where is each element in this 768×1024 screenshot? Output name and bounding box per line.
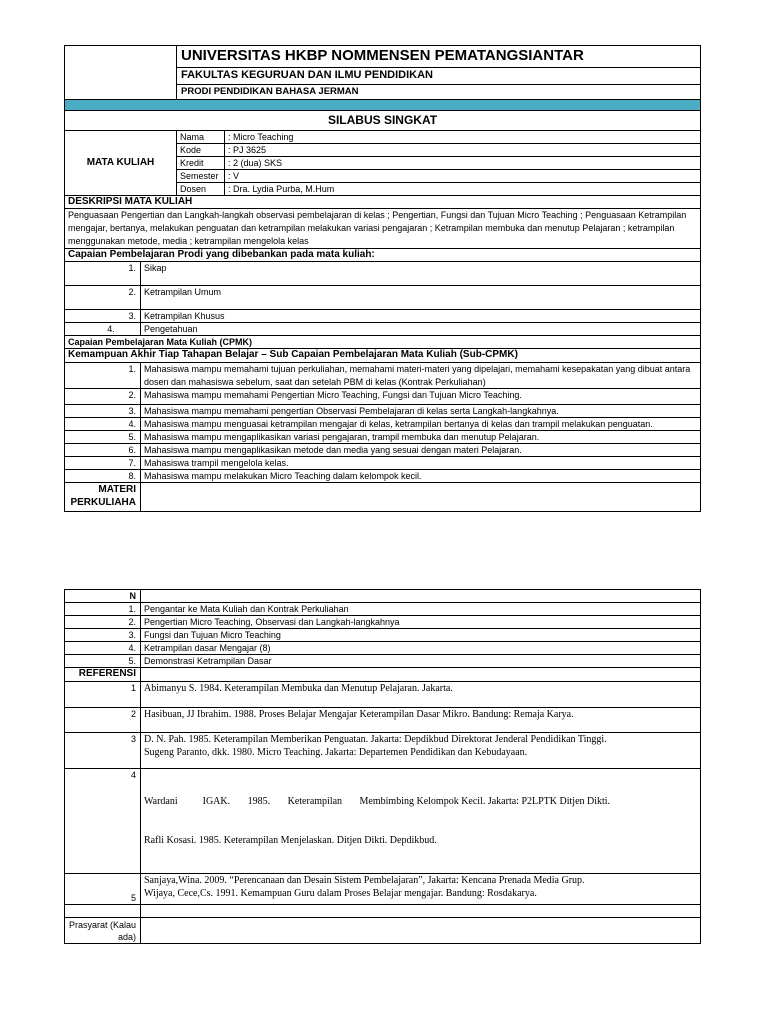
list-number: 4. (65, 323, 141, 336)
list-item: Mahasiswa mampu mengaplikasikan metode dan media yang sesuai dengan materi Pelajaran. (141, 444, 701, 457)
reference-item (141, 874, 701, 905)
reference-line: Sugeng Paranto, dkk. 1980. Micro Teaching. Jakarta: Departemen Pendidikan dan Kebudayaan. (144, 747, 528, 758)
list-number: 5. (65, 655, 141, 668)
list-number: 2. (65, 286, 141, 310)
list-number: 3. (65, 310, 141, 323)
list-item: Mahasiswa mampu melakukan Micro Teaching dalam kelompok kecil. (141, 470, 701, 483)
reference-line: Wijaya, Cece,Cs. 1991. Kemampuan Guru dalam Proses Belajar mengajar. Bandung: Rosdakarya. (144, 888, 537, 899)
reference-line: Hasibuan, JJ Ibrahim. 1988. Proses Belajar Mengajar Keterampilan Dasar Mikro. Bandung: Remaja Karya. (144, 709, 574, 720)
list-number: 3. (65, 629, 141, 642)
list-number: 7. (65, 457, 141, 470)
list-item: Ketrampilan dasar Mengajar (8) (141, 642, 701, 655)
list-number: 1 (65, 682, 141, 708)
list-number: 4. (65, 418, 141, 431)
list-number: 2 (65, 708, 141, 733)
empty-cell (65, 905, 141, 918)
cpmk-label: Capaian Pembelajaran Mata Kuliah (CPMK) (65, 336, 701, 349)
list-number: 3. (65, 405, 141, 418)
syllabus-table-bottom (64, 589, 701, 944)
list-number: 4 (65, 769, 141, 874)
empty-cell (141, 590, 701, 603)
info-key: Dosen (177, 183, 225, 196)
list-item: Demonstrasi Ketrampilan Dasar (141, 655, 701, 668)
list-number: 4. (65, 642, 141, 655)
list-item: Mahasiswa mampu memahami pengertian Observasi Pembelajaran di kelas serta Langkah-langkahnya. (141, 405, 701, 418)
list-item: Mahasiswa mampu memahami tujuan perkuliahan, memahami materi-materi yang dipelajari, memahami kesepakatan yang dibuat antara dosen dan mahasiswa sebelum, saat dan setelah PBM di kelas (Kontrak Perkuliahan) (141, 363, 701, 389)
list-item: Ketrampilan Umum (141, 286, 701, 310)
list-number: 5. (65, 431, 141, 444)
list-number: 2. (65, 389, 141, 405)
info-value: : Dra. Lydia Purba, M.Hum (225, 183, 701, 196)
info-key: Semester (177, 170, 225, 183)
list-number: 1. (65, 363, 141, 389)
list-item: Mahasiswa trampil mengelola kelas. (141, 457, 701, 470)
list-item: Pengertian Micro Teaching, Observasi dan Langkah-langkahnya (141, 616, 701, 629)
reference-item (141, 769, 701, 874)
prodi-name: PRODI PENDIDIKAN BAHASA JERMAN (177, 85, 701, 100)
prasyarat-value (141, 918, 701, 944)
info-value: : Micro Teaching (225, 131, 701, 144)
accent-bar (65, 100, 701, 111)
syllabus-table-top (64, 45, 701, 512)
info-key: Kode (177, 144, 225, 157)
reference-line: D. N. Pah. 1985. Keterampilan Memberikan Penguatan. Jakarta: Depdikbud Direktorat Jenderal Pendidikan Tinggi. (144, 734, 607, 745)
reference-item (141, 733, 701, 769)
list-item: Mahasiswa mampu mengaplikasikan variasi pengajaran, trampil membuka dan menutup Pelajaran. (141, 431, 701, 444)
list-item: Mahasiswa mampu menguasai ketrampilan mengajar di kelas, ketrampilan bertanya di kelas dan trampil melakukan penguatan. (141, 418, 701, 431)
reference-line: Sanjaya,Wina. 2009. “Perencanaan dan Desain Sistem Pembelajaran”, Jakarta: Kencana Prenada Media Grup. (144, 875, 585, 886)
sub-cpmk-label: Kemampuan Akhir Tiap Tahapan Belajar – Sub Capaian Pembelajaran Mata Kuliah (Sub-CPMK) (65, 349, 701, 363)
info-key: Nama (177, 131, 225, 144)
list-item: Pengantar ke Mata Kuliah dan Kontrak Perkuliahan (141, 603, 701, 616)
list-number: 6. (65, 444, 141, 457)
list-item: Ketrampilan Khusus (141, 310, 701, 323)
list-number: 8. (65, 470, 141, 483)
materi-number-header: N (65, 590, 141, 603)
info-value: : PJ 3625 (225, 144, 701, 157)
deskripsi-text: Penguasaan Pengertian dan Langkah-langkah observasi pembelajaran di kelas ; Pengertian, Fungsi dan Tujuan Micro Teaching ; Penguasaan Ketrampilan mengajar, bertanya, melakukan penguatan dan ketrampilan melakukan variasi pengajaran ; Ketrampilan membuka dan menutup Pelajaran ; ketrampilan menggunakan metode, media ; ketrampilan mengelola kelas (65, 209, 701, 249)
materi-empty-cell (141, 483, 701, 512)
reference-line: Wardani IGAK. 1985. Keterampilan Membimbing Kelompok Kecil. Jakarta: P2LPTK Ditjen Dikti. (144, 796, 611, 807)
list-number: 5 (65, 874, 141, 905)
logo-cell (65, 46, 177, 100)
deskripsi-label: DESKRIPSI MATA KULIAH (65, 196, 701, 209)
reference-line: Rafli Kosasi. 1985. Keterampilan Menjelaskan. Ditjen Dikti. Depdikbud. (144, 835, 437, 846)
empty-cell (141, 668, 701, 682)
info-value: : V (225, 170, 701, 183)
reference-line: Abimanyu S. 1984. Keterampilan Membuka dan Menutup Pelajaran. Jakarta. (144, 683, 453, 694)
list-number: 2. (65, 616, 141, 629)
list-number: 1. (65, 262, 141, 286)
info-value: : 2 (dua) SKS (225, 157, 701, 170)
empty-cell (141, 905, 701, 918)
list-number: 3 (65, 733, 141, 769)
list-item: Pengetahuan (141, 323, 701, 336)
capaian-prodi-label: Capaian Pembelajaran Prodi yang dibebankan pada mata kuliah: (65, 249, 701, 262)
page-title: SILABUS SINGKAT (65, 111, 701, 131)
reference-item (141, 682, 701, 708)
faculty-name: FAKULTAS KEGURUAN DAN ILMU PENDIDIKAN (177, 68, 701, 85)
list-item: Sikap (141, 262, 701, 286)
prasyarat-label: Prasyarat (Kalau ada) (65, 918, 141, 944)
materi-label: MATERI PERKULIAHA (65, 483, 141, 512)
info-key: Kredit (177, 157, 225, 170)
list-number: 1. (65, 603, 141, 616)
list-item: Mahasiswa mampu memahami Pengertian Micro Teaching, Fungsi dan Tujuan Micro Teaching. (141, 389, 701, 405)
referensi-label: REFERENSI (65, 668, 141, 682)
university-name: UNIVERSITAS HKBP NOMMENSEN PEMATANGSIANTAR (177, 46, 701, 68)
mata-kuliah-label: MATA KULIAH (65, 131, 177, 196)
list-item: Fungsi dan Tujuan Micro Teaching (141, 629, 701, 642)
reference-item (141, 708, 701, 733)
